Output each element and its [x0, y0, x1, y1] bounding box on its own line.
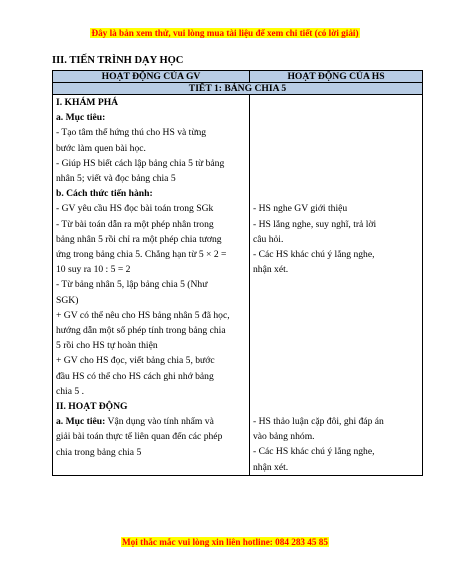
text-line: bước làm quen bài học.: [56, 142, 146, 154]
teacher-activity-cell: [53, 95, 250, 476]
text-line: bảng nhân 5 rồi chỉ ra một phép chia tương: [56, 233, 222, 245]
lesson-subheader-row: [53, 83, 423, 95]
hotline-banner: Mọi thắc mắc vui lòng xin liên hotline: 084 283 45 85: [122, 537, 328, 547]
text-line: a. Mục tiêu: Vận dụng vào tính nhẩm và: [56, 416, 214, 428]
header-student-activity: HOẠT ĐỘNG CỦA HS: [250, 71, 423, 83]
text-line: ứng trong bảng chia 5. Chẳng hạn từ 5 × 2 =: [56, 249, 227, 261]
text-line: nhận xét.: [253, 264, 289, 276]
text-line: + GV có thể nêu cho HS bảng nhân 5 đã học,: [56, 309, 230, 321]
goal-label: a. Mục tiêu:: [56, 112, 106, 124]
part-heading: II. HOẠT ĐỘNG: [56, 401, 128, 413]
lesson-title: TIẾT 1: BẢNG CHIA 5: [53, 83, 423, 95]
text-line: nhận xét.: [253, 461, 289, 473]
table-row: [53, 95, 423, 476]
part-heading: I. KHÁM PHÁ: [56, 97, 119, 108]
text-line: câu hỏi.: [253, 233, 284, 245]
text-line: giải bài toán thực tế liên quan đến các phép: [56, 431, 223, 443]
text-line: - Từ bảng nhân 5, lập bảng chia 5 (Như: [56, 279, 208, 291]
teaching-plan-table: [52, 70, 423, 476]
section-heading: III. TIẾN TRÌNH DẠY HỌC: [52, 55, 184, 66]
text-line: hướng dẫn một số phép tính trong bảng chia: [56, 325, 226, 337]
text-line: - Tạo tâm thế hứng thú cho HS và từng: [56, 127, 207, 139]
text-line: 5 rồi cho HS tự hoàn thiện: [56, 340, 158, 352]
text-line: SGK): [56, 294, 79, 306]
text-line: - Các HS khác chú ý lắng nghe,: [253, 446, 375, 458]
text-line: + GV cho HS đọc, viết bảng chia 5, bước: [56, 355, 215, 367]
text-line: - GV yêu cầu HS đọc bài toán trong SGk: [56, 203, 214, 215]
text-line: - Từ bài toán dẫn ra một phép nhân trong: [56, 218, 214, 230]
text-line: - HS thảo luận cặp đôi, ghi đáp án: [253, 416, 384, 428]
text-line: - HS nghe GV giới thiệu: [253, 203, 348, 215]
method-label: b. Cách thức tiến hành:: [56, 188, 153, 200]
text-line: đầu HS có thể cho HS cách ghi nhớ bảng: [56, 370, 214, 382]
text-line: vào bảng nhóm.: [253, 431, 315, 443]
text-line: - HS lắng nghe, suy nghĩ, trả lời: [253, 218, 377, 230]
text-line: 10 suy ra 10 : 5 = 2: [56, 264, 131, 276]
text-line: nhân 5; viết và đọc bảng chia 5: [56, 173, 176, 185]
preview-notice-banner: Đây là bản xem thử, vui lòng mua tài liệu để xem chi tiết (có lời giải): [91, 28, 359, 38]
header-teacher-activity: HOẠT ĐỘNG CỦA GV: [53, 71, 250, 83]
student-activity-cell: [250, 95, 423, 476]
text-line: - Các HS khác chú ý lắng nghe,: [253, 248, 375, 260]
table-header-row: [53, 71, 423, 83]
text-line: - Giúp HS biết cách lập bảng chia 5 từ bảng: [56, 157, 225, 169]
text-line: chia trong bảng chia 5: [56, 446, 142, 458]
text-line: chia 5 .: [56, 385, 84, 397]
